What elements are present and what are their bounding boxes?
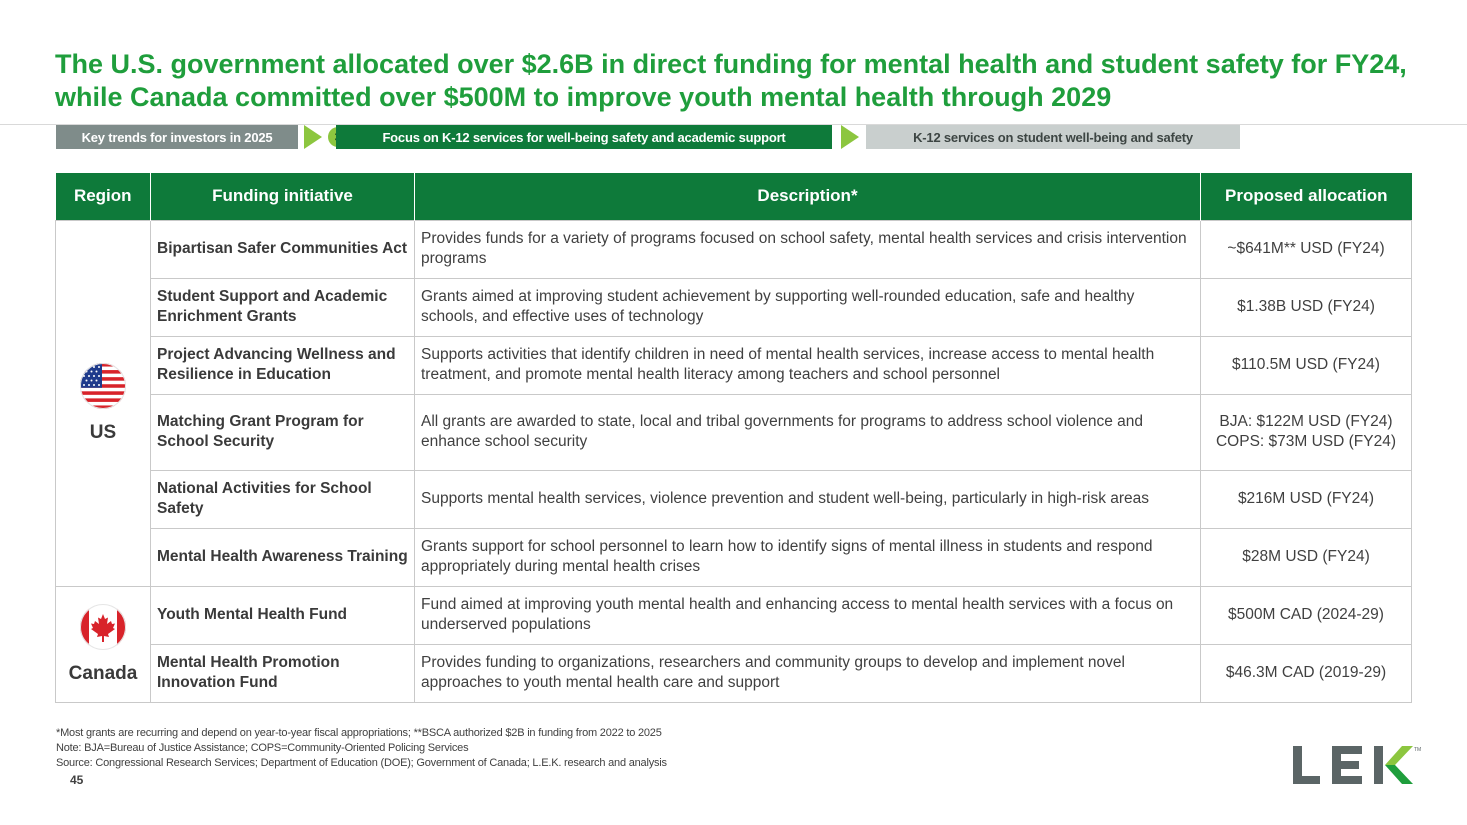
svg-text:TM: TM [1414, 747, 1422, 753]
initiative-cell: Bipartisan Safer Communities Act [151, 220, 415, 278]
header-funding-initiative: Funding initiative [151, 173, 415, 220]
region-label-us: US [89, 422, 117, 443]
footnotes [56, 726, 667, 771]
description-cell: Provides funds for a variety of programs focused on school safety, mental health services and crisis intervention programs [415, 220, 1201, 278]
funding-table [55, 173, 1412, 703]
initiative-cell: Mental Health Awareness Training [151, 528, 415, 586]
description-cell: Provides funding to organizations, researchers and community groups to develop and implement novel approaches to youth mental health care and support [415, 644, 1201, 702]
initiative-cell: Youth Mental Health Fund [151, 586, 415, 644]
table-row [56, 220, 1412, 278]
header-proposed-allocation: Proposed allocation [1201, 173, 1412, 220]
allocation-line-cops: COPS: $73M USD (FY24) [1215, 433, 1397, 450]
allocation-cell: $110.5M USD (FY24) [1201, 336, 1412, 394]
table-row [56, 336, 1412, 394]
breadcrumb-step-2[interactable]: Focus on K-12 services for well-being safety and academic support [336, 125, 832, 149]
table-row [56, 394, 1412, 470]
footnote-line-3: Source: Congressional Research Services; Department of Education (DOE); Government of Canada; L.E.K. research and analysis [56, 757, 667, 769]
region-cell-canada [56, 586, 151, 702]
description-cell: Supports mental health services, violence prevention and student well-being, particularly in high-risk areas [415, 470, 1201, 528]
us-flag-icon [80, 363, 126, 409]
allocation-cell: ~$641M** USD (FY24) [1201, 220, 1412, 278]
allocation-cell [1201, 394, 1412, 470]
footnote-line-2: Note: BJA=Bureau of Justice Assistance; COPS=Community-Oriented Policing Services [56, 742, 469, 754]
description-cell: Grants aimed at improving student achievement by supporting well-rounded education, safe and healthy schools, and effective uses of technology [415, 278, 1201, 336]
table-header-row [56, 173, 1412, 220]
description-cell: Fund aimed at improving youth mental health and enhancing access to mental health services with a focus on underserved populations [415, 586, 1201, 644]
chevron-right-icon [304, 125, 322, 149]
table-row [56, 470, 1412, 528]
allocation-line-bja: BJA: $122M USD (FY24) [1219, 413, 1393, 430]
initiative-cell: Project Advancing Wellness and Resilience in Education [151, 336, 415, 394]
breadcrumb-step-3[interactable]: K-12 services on student well-being and safety [866, 125, 1240, 149]
table-row [56, 586, 1412, 644]
region-cell-us [56, 220, 151, 586]
header-region: Region [56, 173, 151, 220]
allocation-cell: $500M CAD (2024-29) [1201, 586, 1412, 644]
initiative-cell: Matching Grant Program for School Security [151, 394, 415, 470]
initiative-cell: Mental Health Promotion Innovation Fund [151, 644, 415, 702]
allocation-cell: $28M USD (FY24) [1201, 528, 1412, 586]
allocation-cell: $216M USD (FY24) [1201, 470, 1412, 528]
table-row [56, 644, 1412, 702]
page-number: 45 [70, 773, 84, 787]
lek-logo [1290, 743, 1420, 787]
breadcrumb-step-1[interactable]: Key trends for investors in 2025 [56, 125, 298, 149]
allocation-cell: $46.3M CAD (2019-29) [1201, 644, 1412, 702]
allocation-cell: $1.38B USD (FY24) [1201, 278, 1412, 336]
initiative-cell: Student Support and Academic Enrichment Grants [151, 278, 415, 336]
chevron-right-icon [841, 125, 859, 149]
page-title: The U.S. government allocated over $2.6B in direct funding for mental health and student safety for FY24, while Canada committed over $500M to improve youth mental health through 2029 [55, 49, 1407, 112]
table-row [56, 528, 1412, 586]
header-description: Description* [415, 173, 1201, 220]
table-row [56, 278, 1412, 336]
initiative-cell: National Activities for School Safety [151, 470, 415, 528]
description-cell: Grants support for school personnel to learn how to identify signs of mental illness in students and respond appropriately during mental health crises [415, 528, 1201, 586]
region-label-canada: Canada [68, 663, 138, 684]
description-cell: Supports activities that identify children in need of mental health services, increase access to mental health treatment, and promote mental health literacy among teachers and school personnel [415, 336, 1201, 394]
description-cell: All grants are awarded to state, local and tribal governments for programs to address school violence and enhance school security [415, 394, 1201, 470]
canada-flag-icon [80, 604, 126, 650]
footnote-line-1: *Most grants are recurring and depend on year-to-year fiscal appropriations; **BSCA authorized $2B in funding from 2022 to 2025 [56, 727, 662, 739]
